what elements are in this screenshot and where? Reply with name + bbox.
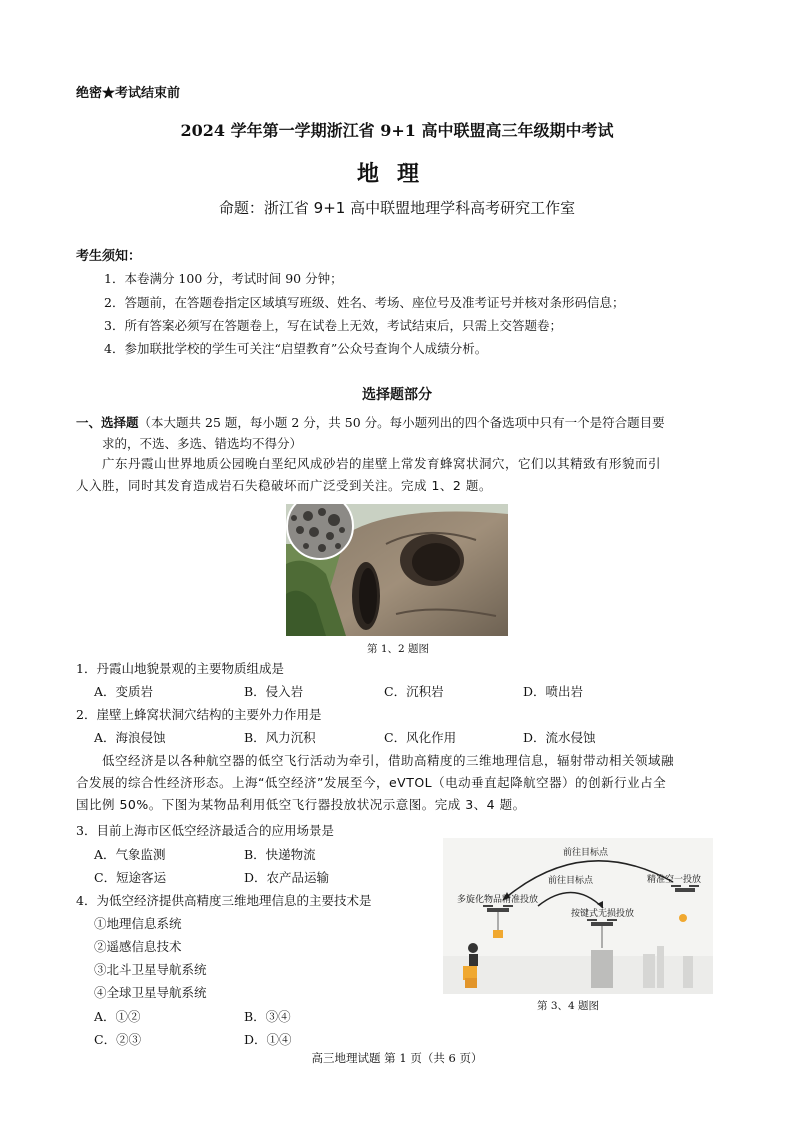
notice-item: 1．本卷满分 100 分，考试时间 90 分钟； bbox=[104, 271, 343, 286]
section-title: 选择题部分 bbox=[362, 387, 432, 403]
diagram-label: 前往目标点 bbox=[548, 876, 594, 886]
notice-item: 2．答题前，在答题卷指定区域填写班级、姓名、考场、座位号及准考证号并核对条形码信息； bbox=[104, 295, 625, 310]
drone-delivery-diagram bbox=[443, 838, 713, 994]
option-c: C．风化作用 bbox=[384, 730, 457, 745]
question-1: 1．丹霞山地貌景观的主要物质组成是 bbox=[76, 661, 284, 676]
option-a: A．气象监测 bbox=[94, 847, 166, 862]
stem-line: 低空经济是以各种航空器的低空飞行活动为牵引，借助高精度的三维地理信息，辐射带动相关领域融 bbox=[102, 753, 675, 768]
option-b: B．风力沉积 bbox=[244, 730, 316, 745]
statement-4: ④全球卫星导航系统 bbox=[94, 985, 207, 1000]
stem-line: 广东丹霞山世界地质公园晚白垩纪风成砂岩的崖壁上常发育蜂窝状洞穴，它们以其精致有形貌而引 bbox=[102, 456, 662, 471]
figure-caption: 第 3、4 题图 bbox=[537, 1000, 600, 1012]
exam-title: 2024 学年第一学期浙江省 9+1 高中联盟高三年级期中考试 bbox=[180, 121, 614, 140]
statement-1: ①地理信息系统 bbox=[94, 916, 182, 931]
option-d: D．喷出岩 bbox=[523, 684, 584, 699]
subject-title: 地理 bbox=[356, 161, 437, 187]
diagram-label: 精准空一投放 bbox=[647, 875, 702, 885]
option-d: D．①④ bbox=[244, 1032, 292, 1047]
drone-icon bbox=[587, 920, 617, 948]
option-c: C．沉积岩 bbox=[384, 684, 444, 699]
option-c: C．②③ bbox=[94, 1032, 142, 1047]
statement-2: ②遥感信息技术 bbox=[94, 939, 182, 954]
page-footer: 高三地理试题 第 1 页（共 6 页） bbox=[311, 1051, 483, 1065]
drone-icon bbox=[671, 886, 699, 922]
question-2: 2．崖壁上蜂窝状洞穴结构的主要外力作用是 bbox=[76, 707, 322, 722]
drone-icon bbox=[483, 906, 513, 938]
section-instructions-text: （本大题共 25 题，每小题 2 分，共 50 分。每小题列出的四个备选项中只有一个是符合题目要 bbox=[138, 415, 665, 430]
option-a: A．海浪侵蚀 bbox=[94, 730, 166, 745]
question-3: 3．目前上海市区低空经济最适合的应用场景是 bbox=[76, 823, 334, 838]
option-a: A．①② bbox=[94, 1009, 141, 1024]
notice-item: 3．所有答案必须写在答题卷上，写在试卷上无效，考试结束后，只需上交答题卷； bbox=[104, 318, 562, 333]
statement-3: ③北斗卫星导航系统 bbox=[94, 962, 207, 977]
option-b: B．快递物流 bbox=[244, 847, 316, 862]
stem-line: 国比例 50%。下图为某物品利用低空飞行器投放状况示意图。完成 3、4 题。 bbox=[76, 797, 526, 812]
option-b: B．侵入岩 bbox=[244, 684, 304, 699]
option-d: D．农产品运输 bbox=[244, 870, 330, 885]
option-a: A．变质岩 bbox=[94, 684, 154, 699]
stem-danxia bbox=[76, 453, 726, 497]
section-label: 一、选择题 bbox=[76, 415, 139, 430]
author-line: 命题：浙江省 9+1 高中联盟地理学科高考研究工作室 bbox=[218, 199, 576, 217]
stem-low-altitude bbox=[76, 750, 726, 816]
option-d: D．流水侵蚀 bbox=[523, 730, 596, 745]
option-b: B．③④ bbox=[244, 1009, 291, 1024]
diagram-label: 多旋化物品精准投放 bbox=[457, 895, 539, 905]
stem-line: 合发展的综合性经济形态。上海“低空经济”发展至今，eVTOL（电动垂直起降航空器）的创新行业占全 bbox=[76, 775, 667, 790]
cliff-photo bbox=[286, 504, 508, 636]
option-c: C．短途客运 bbox=[94, 870, 167, 885]
stem-line: 人入胜，同时其发育造成岩石失稳破坏而广泛受到关注。完成 1、2 题。 bbox=[76, 478, 492, 493]
section-instructions bbox=[76, 412, 726, 454]
figure-caption: 第 1、2 题图 bbox=[367, 643, 430, 655]
diagram-label: 按键式无损投放 bbox=[571, 909, 635, 919]
section-instructions-cont: 求的，不选、多选、错选均不得分） bbox=[102, 436, 303, 451]
notice-item: 4．参加联批学校的学生可关注“启望教育”公众号查询个人成绩分析。 bbox=[104, 341, 488, 356]
confidential-mark: 绝密★考试结束前 bbox=[76, 86, 181, 101]
notice-title: 考生须知： bbox=[76, 249, 142, 264]
diagram-label: 前往目标点 bbox=[563, 848, 609, 858]
question-4: 4．为低空经济提供高精度三维地理信息的主要技术是 bbox=[76, 893, 372, 908]
